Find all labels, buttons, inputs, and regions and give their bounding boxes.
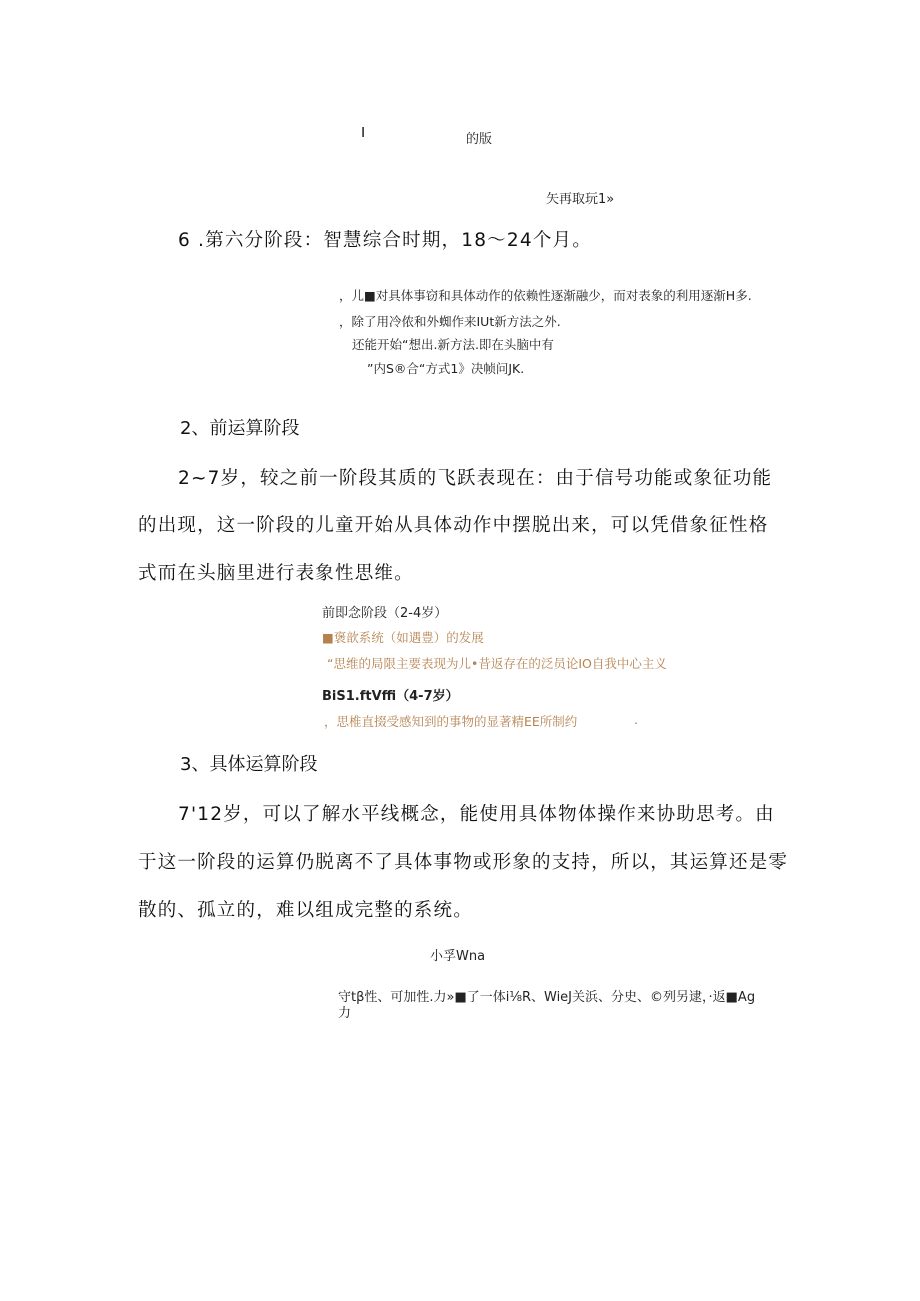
stage6-note-3: 还能开始“想出.新方法.即在头脑中有 — [352, 337, 554, 352]
section3-para-line-2: 于这一阶段的运算仍脱离不了具体事物或形象的支持，所以，其运算还是零 — [138, 852, 789, 873]
section2-para-line-1: 2~7岁，较之前一阶段其质的飞跃表现在：由于信号功能或象征功能 — [178, 468, 773, 489]
section2-sub2-line1: ，思椎直掇受感知到的事物的显著精EE所制约 — [324, 714, 578, 729]
stage6-note-2: ，除了用冷侬和外蜘作来IUt新方法之外. — [339, 314, 561, 329]
stage6-note-1: ，儿■对具体事窃和具体动作的依赖性逐渐融少，而对表象的利用逐渐H多. — [339, 288, 752, 303]
stage6-note-4: ”内S®合“方式1》决帧问JK. — [367, 361, 525, 376]
section2-para-line-2: 的出现，这一阶段的儿童开始从具体动作中摆脱出来，可以凭借象征性格 — [138, 515, 769, 536]
section3-note-line2: 力 — [338, 1006, 352, 1021]
section2-sub2: BiS1.ftVffi（4-7岁） — [322, 689, 459, 704]
section2-heading: 2、前运算阶段 — [180, 418, 300, 439]
fragment-bar: I — [361, 124, 366, 141]
section3-note-line1: 守tβ性、可加性.力»■了一体i⅛R、WieJ关浜、分史、©列另逮，·返■Ag — [338, 990, 756, 1005]
section2-sub2-line1-tail: . — [634, 712, 638, 727]
section3-note-label: 小孚Wna — [430, 949, 486, 964]
section2-para-line-3: 式而在头脑里进行表象性思维。 — [138, 563, 414, 584]
stage6-title: 6 .第六分阶段：智慧综合时期，18～24个月。 — [178, 230, 592, 251]
fragment-label: 的版 — [466, 132, 493, 147]
section2-sub1: 前即念阶段（2-4岁） — [322, 606, 448, 621]
fragment-line2: 矢再取玩1» — [546, 192, 615, 207]
section2-sub1-line2: “思维的局限主要表现为儿•昔返存在的泛员论IO自我中心主义 — [327, 656, 667, 671]
section2-sub1-line1: ■褒歆系统（如遇豊）的发展 — [322, 630, 484, 645]
section3-para-line-3: 散的、孤立的，难以组成完整的系统。 — [138, 900, 473, 921]
section3-heading: 3、具体运算阶段 — [180, 754, 318, 775]
section3-para-line-1: 7'12岁，可以了解水平线概念，能使用具体物体操作来协助思考。由 — [178, 804, 775, 825]
